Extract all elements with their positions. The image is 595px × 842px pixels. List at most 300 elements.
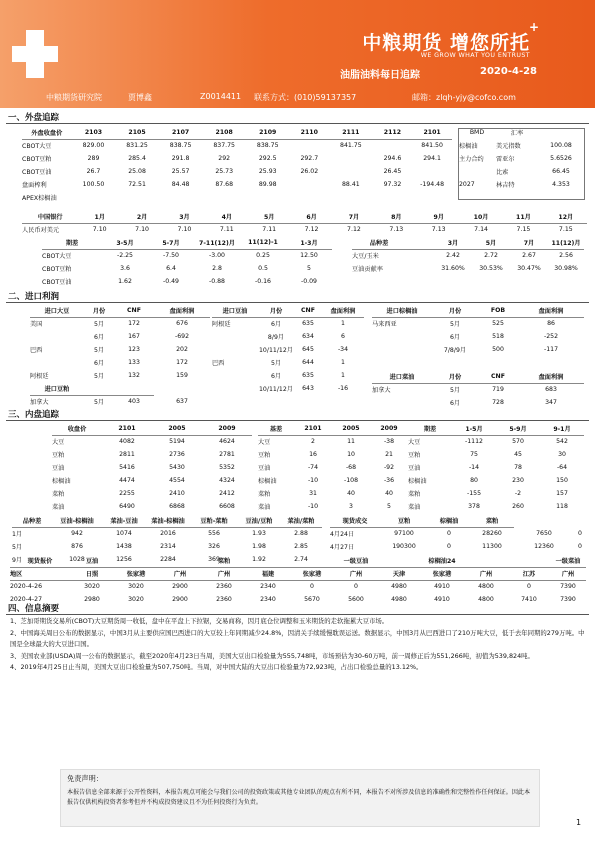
table-row: [52, 474, 252, 487]
table-cell: 豆粕: [52, 452, 65, 459]
brand-slogan: WE GROW WHAT YOU ENTRUST: [420, 52, 530, 59]
table-cell: [30, 356, 84, 369]
table-cell: 202: [176, 346, 188, 353]
cofco-plus-logo-icon: [12, 30, 58, 78]
table-cell: 进口大豆: [30, 304, 84, 317]
table-cell: 0: [310, 583, 314, 591]
table-row: [52, 487, 252, 500]
import-palm-oil-table: [372, 304, 584, 356]
table-cell: [378, 554, 420, 567]
table-cell: 马来西亚: [372, 321, 397, 329]
table-cell: 2005: [152, 422, 202, 435]
table-cell: 30.47%: [517, 265, 541, 272]
table-cell: 5430: [169, 464, 185, 471]
table-cell: 大豆: [258, 439, 271, 447]
table-cell: 28260: [482, 530, 502, 538]
table-cell: 45: [514, 451, 522, 458]
table-row: [212, 304, 364, 317]
table-cell: 7.12: [304, 226, 319, 234]
table-cell: 2109: [246, 126, 290, 139]
table-cell: 4624: [219, 438, 235, 446]
table-cell: 3020: [128, 596, 144, 603]
table-row: [352, 236, 584, 249]
table-cell: 1: [341, 320, 345, 328]
table-cell: 11(12)-1: [240, 236, 286, 249]
table-cell: 2410: [169, 490, 185, 497]
table-cell: -0.09: [300, 278, 317, 285]
table-cell: [246, 554, 290, 567]
table-row: [372, 343, 584, 356]
table-cell: -10: [307, 477, 319, 484]
table-cell: 26.7: [86, 168, 101, 175]
table-cell: 0: [354, 583, 358, 591]
table-cell: -155: [466, 490, 482, 497]
table-cell: 7/8/9月: [443, 347, 467, 354]
table-cell: 棕榈油: [428, 514, 470, 527]
table-cell: 豆油-棕榈油: [52, 514, 102, 527]
table-cell: 期差: [42, 236, 102, 249]
table-cell: 570: [512, 438, 524, 446]
table-cell: 6月: [270, 373, 282, 380]
cbot-spread-table: [42, 236, 332, 288]
table-cell: 6608: [219, 503, 235, 510]
overseas-futures-table: [22, 126, 452, 204]
header-banner: [0, 0, 595, 108]
table-cell: 0: [527, 583, 531, 591]
table-cell: 5月: [93, 373, 105, 380]
table-cell: 月份: [258, 304, 294, 317]
table-cell: 0.25: [256, 252, 270, 260]
email: 邮箱：zlqh-yjy@cofco.com: [412, 93, 516, 102]
table-cell: [406, 249, 434, 262]
table-cell: 172: [128, 320, 140, 328]
table-cell: 260: [512, 503, 524, 510]
table-cell: 豆粕: [258, 452, 271, 459]
table-cell: 9月: [418, 210, 460, 223]
table-cell: [115, 191, 159, 204]
table-cell: 张家港: [420, 567, 464, 580]
table-cell: -38: [383, 438, 395, 446]
table-row: [408, 461, 584, 474]
table-cell: 21: [385, 451, 393, 458]
table-row: [212, 343, 364, 356]
table-row: [42, 275, 332, 288]
section-title-news: 四、信息摘要: [8, 604, 60, 614]
table-cell: 294.1: [423, 155, 441, 162]
table-cell: 广州: [158, 567, 202, 580]
table-cell: 2.72: [484, 252, 498, 260]
table-cell: 广州: [334, 567, 378, 580]
table-cell: 5月: [449, 321, 461, 329]
table-row: [212, 317, 364, 330]
table-cell: 1月: [79, 210, 121, 223]
license-number: Z0014411: [200, 92, 242, 101]
table-cell: [372, 396, 432, 409]
table-row: [12, 540, 322, 553]
table-cell: 167: [128, 333, 140, 340]
table-row: [30, 369, 210, 382]
table-cell: 645: [302, 346, 314, 353]
institute: 中粮期货研究院: [46, 93, 102, 102]
table-row: [22, 223, 587, 236]
table-row: [30, 330, 210, 343]
table-cell: 进口豆油: [212, 304, 258, 317]
table-row: [212, 382, 364, 395]
table-cell: -16: [337, 385, 349, 392]
table-cell: [212, 343, 258, 356]
table-cell: 40: [347, 490, 355, 497]
table-cell: 2101: [294, 422, 332, 435]
table-cell: 637: [176, 398, 188, 405]
divider: [6, 123, 589, 124]
table-cell: 现货报价: [10, 554, 70, 567]
table-cell: 635: [302, 320, 314, 328]
table-cell: 2.8: [212, 265, 222, 272]
table-cell: 2781: [219, 451, 235, 458]
table-cell: 2009: [202, 422, 252, 435]
table-cell: 2340: [260, 583, 276, 591]
table-cell: 5.6526: [550, 155, 572, 162]
table-cell: 盘面利润: [154, 304, 210, 317]
table-row: [42, 236, 332, 249]
table-cell: 9月: [12, 557, 23, 564]
table-cell: 525: [492, 320, 504, 328]
table-cell: 2027: [459, 181, 475, 188]
table-cell: 月份: [432, 304, 478, 317]
table-row: [30, 343, 210, 356]
table-cell: 6月: [290, 210, 332, 223]
table-row: [22, 210, 587, 223]
table-cell: 2811: [119, 451, 135, 458]
table-cell: [290, 139, 330, 152]
table-cell: 6.4: [166, 265, 176, 272]
table-cell: 5月: [472, 236, 510, 249]
table-cell: -117: [543, 346, 559, 353]
table-cell: 9-1月: [540, 422, 584, 435]
fx-box: [458, 128, 585, 200]
table-row: [408, 500, 584, 513]
table-cell: -74: [307, 464, 319, 471]
table-cell: 634: [302, 333, 314, 340]
news-item: 4、2019年4月25日止当周，美国大豆出口检验量为507,750吨。当周，对中国大陆的大豆出口检验量为72,923吨，占出口检验总量的13.12%。: [10, 663, 423, 672]
table-cell: 683: [545, 386, 557, 394]
table-cell: 2: [311, 438, 315, 446]
table-cell: [30, 330, 84, 343]
table-cell: 3020: [128, 583, 144, 591]
table-cell: 广州: [464, 567, 508, 580]
table-cell: 菜粕: [52, 491, 65, 498]
table-cell: 豆粕: [380, 514, 428, 527]
author: 贾博鑫: [128, 93, 152, 102]
table-cell: 菜油: [52, 504, 65, 511]
table-cell: [72, 191, 116, 204]
table-cell: 5670: [304, 596, 320, 603]
report-date: 2020-4-28: [480, 66, 538, 77]
table-cell: 汇率: [510, 130, 524, 137]
table-cell: 292: [218, 155, 231, 162]
table-cell: 635: [302, 372, 314, 379]
table-cell: 7.11: [262, 226, 277, 234]
table-cell: 棕榈油: [459, 143, 478, 150]
table-cell: -1112: [465, 438, 483, 446]
table-cell: [212, 369, 258, 382]
phone: 联系方式：(010)59137357: [254, 93, 357, 102]
table-cell: 123: [128, 346, 140, 353]
table-row: [52, 435, 252, 448]
table-cell: -0.16: [254, 278, 271, 285]
table-cell: 159: [176, 372, 188, 379]
table-cell: 现货成交: [330, 514, 380, 527]
table-cell: 2112: [373, 126, 413, 139]
spot-price-table: [10, 554, 586, 606]
table-cell: 1: [341, 372, 345, 379]
table-cell: 66.45: [552, 168, 570, 175]
table-cell: -108: [343, 477, 359, 484]
table-cell: 25.73: [215, 168, 234, 175]
table-cell: 菜油: [258, 504, 271, 511]
table-cell: 2.56: [559, 252, 573, 260]
table-cell: 豆粕-菜粕: [190, 514, 238, 527]
table-cell: 棕榈油: [408, 478, 427, 485]
table-cell: 林吉特: [496, 182, 515, 189]
table-row: [22, 139, 452, 152]
table-row: [408, 435, 584, 448]
table-cell: 2020-4-26: [10, 583, 43, 591]
table-cell: 5月: [93, 321, 105, 329]
import-soybean-table: [30, 304, 210, 382]
table-cell: 豆油: [258, 465, 271, 472]
table-cell: 6868: [169, 503, 185, 510]
table-cell: 2111: [329, 126, 373, 139]
table-cell: 3.6: [120, 265, 130, 272]
table-cell: 12360: [534, 543, 554, 550]
spot-volume-table: [330, 514, 586, 553]
table-cell: 97.32: [383, 181, 402, 188]
table-row: [258, 461, 408, 474]
table-cell: 2.85: [294, 543, 308, 550]
table-cell: 378: [468, 503, 480, 510]
plus-icon: +: [529, 20, 540, 34]
table-cell: 100.08: [550, 142, 572, 149]
table-cell: 292.7: [300, 155, 319, 162]
table-cell: 4980: [391, 583, 407, 591]
table-cell: CNF: [114, 304, 154, 317]
table-cell: 6: [341, 333, 345, 340]
table-cell: 289: [87, 155, 100, 162]
news-item: 1、芝加哥期货交易所(CBOT)大豆期货周一收低，盘中在平盘上下拉锯，交易商称，因月底仓位调整和玉米期货的走软拖累大豆市场。: [10, 617, 389, 625]
table-cell: 291.8: [171, 155, 190, 162]
table-cell: [508, 554, 550, 567]
table-cell: -92: [383, 464, 395, 471]
table-row: [52, 461, 252, 474]
table-cell: 2020-4-27: [10, 596, 43, 603]
table-cell: [202, 191, 246, 204]
table-cell: 2255: [119, 490, 135, 497]
table-cell: 7.15: [558, 226, 573, 234]
table-cell: BMD: [469, 129, 485, 136]
table-cell: 500: [492, 346, 504, 353]
table-cell: 10: [347, 451, 355, 458]
table-cell: 盘面榨利: [22, 182, 47, 189]
table-cell: 菜油-豆油: [102, 514, 146, 527]
table-cell: 942: [71, 530, 83, 538]
table-cell: 棕榈油: [258, 478, 277, 485]
table-cell: 1256: [116, 556, 132, 563]
table-cell: 1.93: [252, 530, 266, 538]
table-cell: 1: [341, 359, 345, 366]
table-row: [372, 396, 584, 409]
table-cell: 4980: [391, 596, 407, 603]
table-cell: APEX棕榈油: [22, 195, 57, 202]
table-cell: 26.45: [383, 168, 402, 175]
table-cell: 5: [387, 503, 391, 510]
table-cell: 0: [578, 543, 582, 550]
table-cell: 0: [578, 530, 582, 537]
table-cell: 进口豆粕: [30, 382, 84, 395]
table-cell: 7-11(12)月: [194, 236, 240, 249]
brand-name: 中粮期货 增您所托: [362, 32, 530, 54]
table-cell: 719: [492, 386, 504, 394]
table-cell: 豆粕: [408, 452, 421, 459]
table-cell: 294.6: [383, 155, 402, 162]
table-cell: 150: [556, 477, 568, 484]
table-cell: [329, 165, 373, 178]
table-cell: 2900: [172, 583, 188, 591]
table-row: [408, 422, 584, 435]
table-cell: 2105: [115, 126, 159, 139]
table-cell: 326: [208, 543, 220, 550]
table-cell: 7.14: [474, 226, 488, 234]
table-cell: -2: [514, 490, 522, 497]
table-cell: 一级菜油: [550, 554, 586, 567]
table-cell: 2110: [290, 126, 330, 139]
table-cell: 118: [556, 503, 568, 510]
table-cell: [290, 554, 334, 567]
table-cell: 5: [307, 265, 311, 272]
table-cell: 10/11/12月: [259, 386, 293, 393]
table-cell: 5月: [270, 360, 282, 367]
table-cell: 4.353: [552, 181, 570, 188]
section-title-overseas: 一、外盘追踪: [8, 113, 60, 123]
table-cell: 369: [208, 556, 220, 563]
table-cell: 30.98%: [554, 265, 578, 272]
table-cell: 80: [470, 477, 478, 484]
table-row: [10, 567, 586, 580]
table-cell: 加拿大: [372, 387, 391, 395]
table-cell: 4910: [434, 583, 450, 591]
table-cell: 福建: [246, 567, 290, 580]
table-cell: 月份: [432, 370, 478, 383]
table-row: [372, 317, 584, 330]
table-cell: [329, 152, 373, 165]
table-cell: 7.12: [347, 226, 361, 234]
table-cell: 88.41: [342, 181, 360, 188]
table-cell: 2.42: [446, 252, 460, 260]
table-cell: [290, 178, 330, 191]
table-cell: 6月: [93, 360, 105, 367]
table-cell: 157: [556, 490, 568, 497]
table-cell: 2340: [260, 596, 276, 603]
table-cell: 25.93: [258, 168, 277, 175]
table-row: [212, 330, 364, 343]
table-cell: 8/9月: [267, 334, 285, 341]
table-cell: 841.50: [421, 142, 443, 150]
table-cell: 7.15: [516, 226, 531, 234]
table-cell: 大豆/玉米: [352, 253, 379, 261]
table-row: [12, 514, 322, 527]
table-cell: 5月: [12, 544, 23, 551]
table-cell: 676: [176, 320, 188, 328]
table-cell: [158, 554, 202, 567]
table-cell: 75: [470, 451, 478, 458]
table-cell: [406, 236, 434, 249]
table-cell: 基差: [258, 422, 294, 435]
table-cell: [373, 191, 413, 204]
table-cell: 133: [128, 359, 140, 366]
table-cell: 1.92: [252, 556, 266, 563]
table-cell: 美国: [30, 321, 43, 329]
table-row: [330, 540, 586, 553]
table-row: [352, 262, 584, 275]
table-row: [12, 527, 322, 540]
table-row: [22, 165, 452, 178]
table-cell: 5-9月: [496, 422, 540, 435]
news-item: 2、中国海关周日公布的数据显示，中国3月从主要供应国巴西进口的大豆较上年同期减少24.8%，因清关手续缓慢耽误运送。数据显示，中国3月从巴西进口了210万吨大豆，低于去年同期的279万吨。中国是全球最大的大豆进口国。: [10, 628, 585, 649]
table-cell: [212, 382, 258, 395]
table-cell: 7.10: [177, 226, 192, 234]
table-cell: 阿根廷: [212, 321, 231, 329]
table-cell: 菜油-棕榈油: [146, 514, 190, 527]
table-cell: 阿根廷: [30, 373, 49, 380]
table-cell: 25.08: [128, 168, 146, 175]
table-cell: -0.49: [162, 278, 179, 285]
table-cell: 期差: [408, 422, 452, 435]
table-cell: 72.51: [128, 181, 146, 188]
table-cell: 2.88: [294, 530, 308, 538]
table-cell: 2108: [202, 126, 246, 139]
table-cell: 2016: [160, 530, 176, 538]
table-cell: 12.50: [300, 252, 318, 260]
table-cell: 4月: [206, 210, 248, 223]
page-number: 1: [576, 818, 582, 827]
table-cell: 收盘价: [52, 422, 102, 435]
table-cell: 2980: [84, 596, 100, 603]
table-cell: 张家港: [114, 567, 158, 580]
table-cell: 11(12)月: [548, 236, 584, 249]
table-cell: 3月: [434, 236, 472, 249]
table-cell: 6月: [270, 321, 282, 329]
table-cell: 89.98: [258, 181, 277, 188]
import-soymeal-table: [30, 382, 210, 408]
table-cell: 品种差: [352, 236, 406, 249]
table-row: [10, 593, 586, 606]
table-cell: 广州: [202, 567, 246, 580]
table-cell: 4082: [119, 438, 135, 446]
table-cell: 2736: [169, 451, 185, 458]
table-cell: 人民币对美元: [22, 227, 60, 235]
table-cell: 518: [492, 333, 504, 340]
table-cell: -692: [174, 333, 190, 340]
table-cell: 7390: [560, 596, 576, 603]
divider: [6, 302, 589, 303]
table-cell: 进口菜油: [372, 370, 432, 383]
table-cell: 月份: [84, 304, 114, 317]
table-cell: 3月: [163, 210, 205, 223]
table-row: [258, 422, 408, 435]
table-row: [30, 395, 210, 408]
table-cell: 棕榈油: [52, 478, 71, 485]
table-cell: 地区: [10, 567, 70, 580]
